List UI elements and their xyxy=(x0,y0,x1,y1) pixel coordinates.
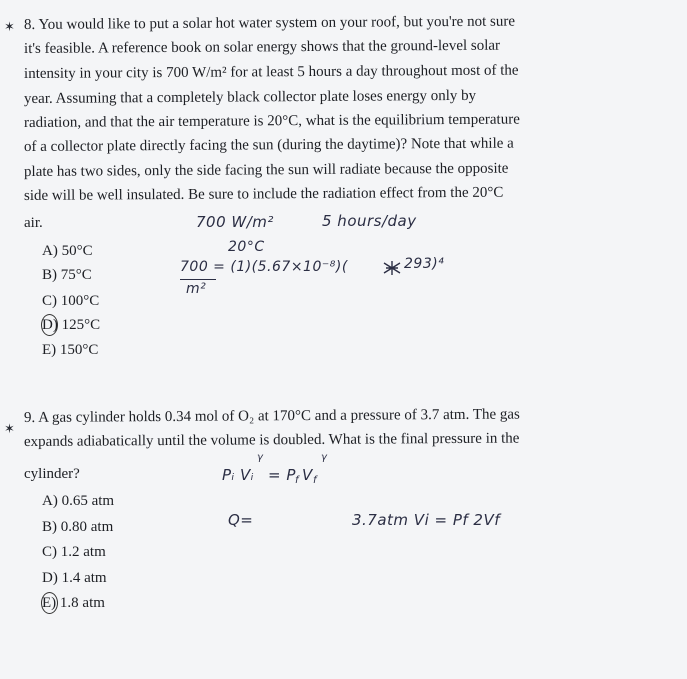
q8-line-5: radiation, and that the air temperature is 20°C, what is the equilibrium temperature xyxy=(23,111,520,131)
q9-note-sub-f2: f xyxy=(313,475,318,486)
answer-circle-q9 xyxy=(41,592,58,614)
q9-option-e: E) 1.8 atm xyxy=(42,595,105,611)
scribble-mark xyxy=(382,260,402,276)
q8-option-b: B) 75°C xyxy=(42,267,92,283)
star-icon: ✶ xyxy=(4,20,15,35)
q9-option-c: C) 1.2 atm xyxy=(42,544,106,560)
q9-line-3: cylinder? xyxy=(24,466,80,482)
q8-line-6: of a collector plate directly facing the sun (during the daytime)? Note that while a xyxy=(23,135,514,155)
q9-note-gamma-2: γ xyxy=(321,452,328,463)
q9-option-d: D) 1.4 atm xyxy=(42,570,107,586)
q8-note-equation-end: 293)⁴ xyxy=(404,256,445,272)
q8-line-1: 8. You would like to put a solar hot water system on your roof, but you're not sure xyxy=(23,13,516,33)
q8-option-c: C) 100°C xyxy=(42,293,100,309)
q9-note-sub-f1: f xyxy=(295,475,300,486)
q8-note-hours: 5 hours/day xyxy=(322,212,417,230)
q8-note-units: m² xyxy=(186,281,207,297)
q9-note-initial: Pᵢ Vᵢ xyxy=(222,466,254,484)
q9-option-a: A) 0.65 atm xyxy=(42,493,115,509)
q9-option-b: B) 0.80 atm xyxy=(42,519,114,535)
q8-note-equation: 700 = (1)(5.67×10⁻⁸)( xyxy=(180,259,348,275)
star-icon: ✶ xyxy=(4,422,15,437)
q9-note-equals: = P xyxy=(268,466,296,484)
q8-line-2: it's feasible. A reference book on solar energy shows that the ground-level solar xyxy=(23,37,501,57)
q8-note-temp: 20°C xyxy=(228,239,265,255)
q9-line-1: 9. A gas cylinder holds 0.34 mol of O₂ at 170°C and a pressure of 3.7 atm. The gas xyxy=(23,406,520,426)
q9-note-vf: V xyxy=(302,466,313,484)
q8-line-7: plate has two sides, only the side facing the sun will radiate because the opposite xyxy=(23,160,509,180)
q8-line-4: year. Assuming that a completely black collector plate loses energy only by xyxy=(23,87,477,107)
q9-note-q: Q= xyxy=(228,511,254,529)
q8-option-e: E) 150°C xyxy=(42,342,99,358)
q8-line-8: side will be well insulated. Be sure to include the radiation effect from the 20°C xyxy=(23,184,504,204)
q8-option-a: A) 50°C xyxy=(42,243,93,259)
q8-note-intensity: 700 W/m² xyxy=(196,213,274,231)
q9-line-2: expands adiabatically until the volume is doubled. What is the final pressure in the xyxy=(23,430,520,450)
q8-option-d: D) 125°C xyxy=(42,317,101,333)
q8-line-9: air. xyxy=(24,215,43,231)
q9-note-gamma-1: γ xyxy=(257,452,264,463)
answer-circle-q8 xyxy=(41,314,58,336)
q9-note-relation: 3.7atm Vi = Pf 2Vf xyxy=(352,511,501,529)
q8-line-3: intensity in your city is 700 W/m² for at least 5 hours a day throughout most of the xyxy=(23,62,519,82)
